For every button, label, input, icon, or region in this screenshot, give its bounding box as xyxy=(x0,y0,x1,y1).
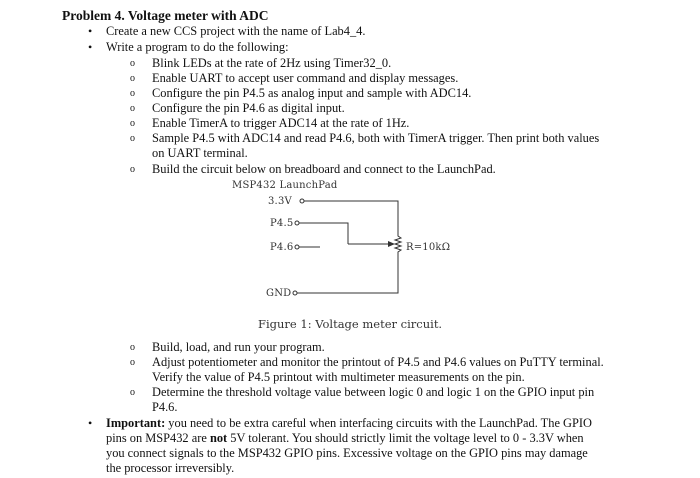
sub-item: Sample P4.5 with ADC14 and read P4.6, both with TimerA trigger. Then print both values xyxy=(152,131,600,145)
sub-bullet-circle: o xyxy=(130,118,135,129)
important-label: Important: xyxy=(106,416,166,430)
sub-bullet-circle: o xyxy=(130,387,135,398)
sub-item: Build the circuit below on breadboard and connect to the LaunchPad. xyxy=(152,162,496,176)
important-emphasis: not xyxy=(209,431,228,445)
wire-3v3 xyxy=(304,201,398,234)
sub-bullet-circle: o xyxy=(130,103,135,114)
bullet-dot: • xyxy=(88,24,93,38)
figure-pin-label: 3.3V xyxy=(268,196,292,207)
sub-item: Configure the pin P4.5 as analog input and sample with ADC14. xyxy=(152,86,472,100)
figure-board-label: MSP432 LaunchPad xyxy=(232,180,338,191)
figure-caption: Figure 1: Voltage meter circuit. xyxy=(258,317,443,331)
terminal-p46 xyxy=(295,245,299,249)
sub-item-continued: P4.6. xyxy=(152,400,178,414)
important-text: 5V tolerant. You should strictly limit the voltage level to 0 - 3.3V when xyxy=(227,431,584,445)
potentiometer-symbol xyxy=(395,234,401,256)
sub-bullet-circle: o xyxy=(130,73,135,84)
sub-item: Enable UART to accept user command and display messages. xyxy=(152,71,459,85)
wire-gnd xyxy=(297,256,398,293)
terminal-p45 xyxy=(295,221,299,225)
sub-item: Determine the threshold voltage value between logic 0 and logic 1 on the GPIO input pin xyxy=(152,385,595,399)
sub-item-continued: Verify the value of P4.5 printout with multimeter measurements on the pin. xyxy=(152,370,525,384)
sub-bullet-circle: o xyxy=(130,357,135,368)
terminal-gnd xyxy=(293,291,297,295)
wiper-arrow-icon xyxy=(388,241,395,247)
sub-item: Adjust potentiometer and monitor the printout of P4.5 and P4.6 values on PuTTY terminal. xyxy=(152,355,604,369)
important-line-3: you connect signals to the MSP432 GPIO pins. Excessive voltage on the GPIO pins may damage xyxy=(106,446,588,460)
figure-pin-label: P4.6 xyxy=(270,242,294,253)
sub-item: Enable TimerA to trigger ADC14 at the rate of 1Hz. xyxy=(152,116,410,130)
sub-item: Build, load, and run your program. xyxy=(152,340,325,354)
sub-bullet-circle: o xyxy=(130,88,135,99)
figure-pin-label: P4.5 xyxy=(270,218,294,229)
bullet-item: Create a new CCS project with the name of Lab4_4. xyxy=(106,24,366,38)
sub-bullet-circle: o xyxy=(130,342,135,353)
figure-pin-label: GND xyxy=(266,288,292,299)
important-line-1 xyxy=(106,416,592,431)
important-text: pins on MSP432 are xyxy=(106,431,210,445)
sub-bullet-circle: o xyxy=(130,58,135,69)
problem-title: Problem 4. Voltage meter with ADC xyxy=(62,8,269,23)
sub-item-continued: on UART terminal. xyxy=(152,146,248,160)
bullet-item: Write a program to do the following: xyxy=(106,40,289,54)
important-line-4: the processor irreversibly. xyxy=(106,461,235,475)
bullet-dot: • xyxy=(88,416,93,430)
figure-resistor-label: R=10kΩ xyxy=(406,242,451,253)
sub-item: Configure the pin P4.6 as digital input. xyxy=(152,101,345,115)
sub-bullet-circle: o xyxy=(130,164,135,175)
bullet-dot: • xyxy=(88,40,93,54)
important-line-2 xyxy=(106,431,584,446)
important-text: you need to be extra careful when interfacing circuits with the LaunchPad. The GPIO xyxy=(165,416,592,430)
wire-p45 xyxy=(299,223,348,244)
terminal-3v3 xyxy=(300,199,304,203)
sub-item: Blink LEDs at the rate of 2Hz using Timer32_0. xyxy=(152,56,392,70)
sub-bullet-circle: o xyxy=(130,133,135,144)
